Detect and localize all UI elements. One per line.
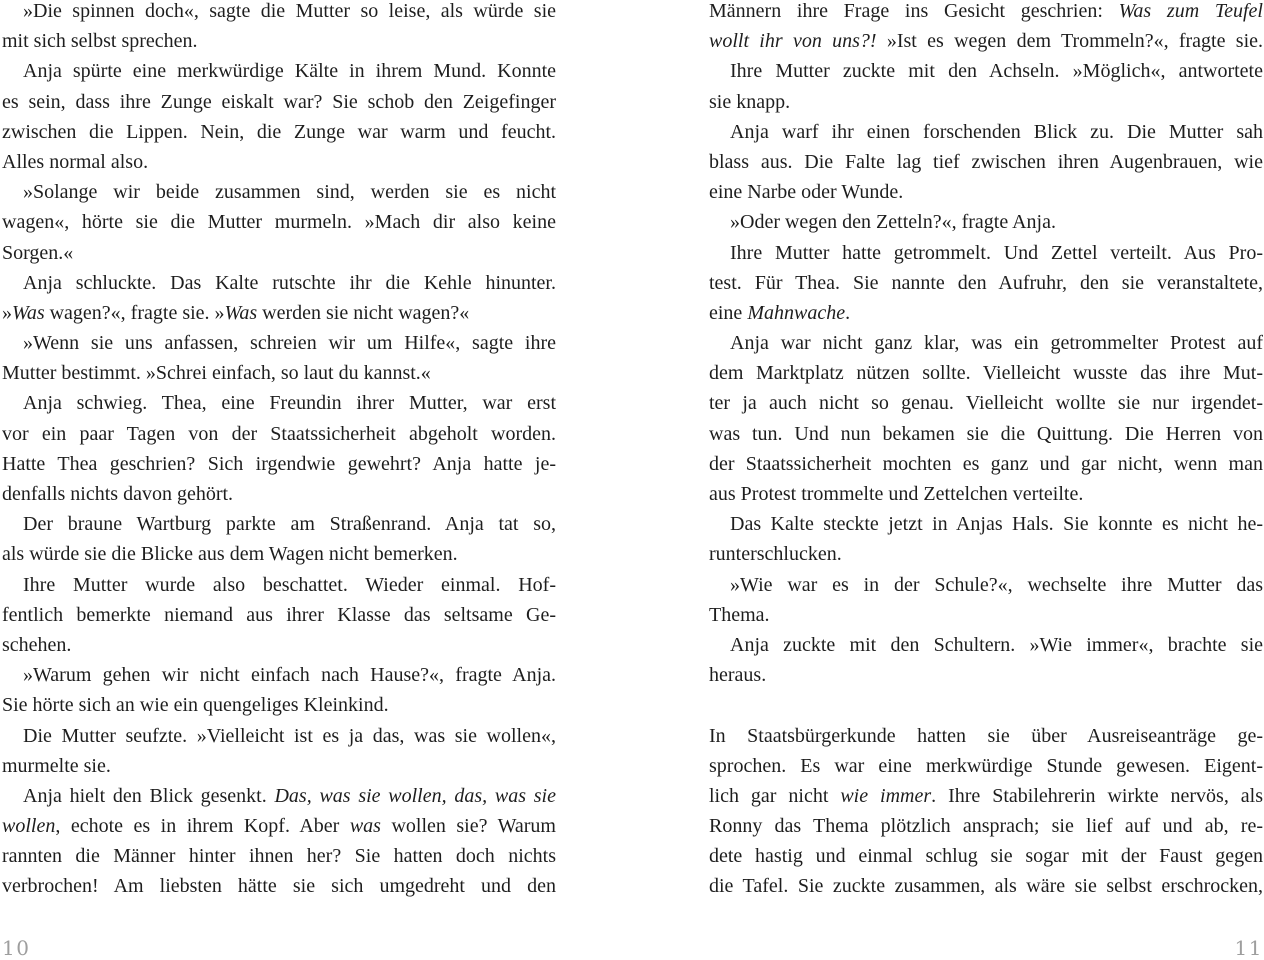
text-line <box>709 56 1263 86</box>
text-line <box>709 0 1263 26</box>
text-segment-italic: Was <box>12 301 45 324</box>
text-segment: denfalls nichts davon gehört. <box>2 483 234 505</box>
text-line <box>709 328 1263 358</box>
text-segment: ter ja auch nicht so genau. Vielleicht wollte sie nur irgendet- <box>709 392 1263 415</box>
text-line <box>709 721 1263 751</box>
text-segment: Anja warf ihr einen forschenden Blick zu. Die Mutter sah <box>730 120 1263 143</box>
text-line <box>2 238 556 268</box>
text-line <box>2 721 556 751</box>
text-segment: Anja war nicht ganz klar, was ein getrommelter Protest auf <box>730 332 1263 355</box>
text-line <box>2 207 556 237</box>
text-segment-italic: Das, was sie wollen, das, was sie <box>274 784 556 807</box>
text-segment: werden sie nicht wagen?« <box>257 301 470 324</box>
text-line <box>2 811 556 841</box>
text-line <box>2 419 556 449</box>
text-segment: Sorgen.« <box>2 241 74 264</box>
text-line <box>709 177 1263 207</box>
page-number-left: 10 <box>2 936 31 960</box>
text-segment: Die Mutter seufzte. »Vielleicht ist es ja das, was sie wollen«, <box>23 724 556 747</box>
text-line <box>709 600 1263 630</box>
text-segment: rannten die Männer hinter ihnen her? Sie hatten doch nichts <box>2 845 556 868</box>
text-segment: , echote es in ihrem Kopf. Aber <box>55 815 350 838</box>
text-segment: »Wie war es in der Schule?«, wechselte ihre Mutter das <box>730 573 1263 596</box>
text-line <box>709 449 1263 479</box>
text-line <box>2 0 556 26</box>
text-segment: murmelte sie. <box>2 754 111 777</box>
text-segment: Hatte Thea geschrien? Sich irgendwie gewehrt? Anja hatte je- <box>2 452 556 475</box>
text-segment: »Oder wegen den Zetteln?«, fragte Anja. <box>730 211 1056 234</box>
text-segment: Ihre Mutter zuckte mit den Achseln. »Möglich«, antwortete <box>730 60 1263 83</box>
text-segment: schehen. <box>2 633 72 656</box>
text-line <box>2 298 556 328</box>
text-segment: Mutter bestimmt. »Schrei einfach, so laut du kannst.« <box>2 362 431 385</box>
text-line <box>2 147 556 177</box>
text-line <box>709 841 1263 871</box>
text-segment: »Wenn sie uns anfassen, schreien wir um Hilfe«, sagte ihre <box>23 332 556 355</box>
text-line <box>709 207 1263 237</box>
text-line <box>2 509 556 539</box>
text-segment: » <box>2 301 12 324</box>
text-segment-italic: Was zum Teufel <box>1118 0 1263 22</box>
text-line <box>709 388 1263 418</box>
text-segment: dete hastig und einmal schlug sie sogar mit der Faust gegen <box>709 845 1263 868</box>
text-line <box>2 871 556 901</box>
text-segment: Anja schwieg. Thea, eine Freundin ihrer Mutter, war erst <box>23 392 556 415</box>
text-line <box>709 539 1263 569</box>
text-segment: blass aus. Die Falte lag tief zwischen ihren Augenbrauen, wie <box>709 150 1263 173</box>
text-line <box>2 328 556 358</box>
text-segment: »Ist es wegen dem Trommeln?«, fragte sie. <box>876 30 1263 53</box>
text-line <box>709 751 1263 781</box>
text-segment: Ihre Mutter hatte getrommelt. Und Zettel verteilt. Aus Pro- <box>730 241 1263 264</box>
text-line <box>2 630 556 660</box>
text-line <box>2 781 556 811</box>
text-line <box>709 781 1263 811</box>
text-line <box>2 358 556 388</box>
text-segment: runterschlucken. <box>709 543 842 566</box>
text-segment: Sie hörte sich an wie ein quengeliges Kleinkind. <box>2 694 389 717</box>
text-line <box>2 660 556 690</box>
text-segment: »Solange wir beide zusammen sind, werden sie es nicht <box>23 181 556 204</box>
text-segment: In Staatsbürgerkunde hatten sie über Ausreiseanträge ge- <box>709 724 1263 747</box>
text-line <box>709 479 1263 509</box>
text-line <box>709 811 1263 841</box>
text-line <box>709 268 1263 298</box>
text-segment: Das Kalte steckte jetzt in Anjas Hals. Sie konnte es nicht he- <box>730 513 1263 536</box>
text-segment: die Tafel. Sie zuckte zusammen, als wäre sie selbst erschrocken, <box>709 875 1263 898</box>
text-segment: zwischen die Lippen. Nein, die Zunge war warm und feucht. <box>2 120 556 143</box>
text-line <box>2 600 556 630</box>
text-segment: . Ihre Stabilehrerin wirkte nervös, als <box>931 784 1263 807</box>
text-line <box>2 388 556 418</box>
text-line <box>709 147 1263 177</box>
text-segment: »Die spinnen doch«, sagte die Mutter so leise, als würde sie <box>23 0 556 22</box>
text-line <box>709 871 1263 901</box>
text-segment: es sein, dass ihre Zunge eiskalt war? Sie schob den Zeigefinger <box>2 90 556 113</box>
text-line <box>709 238 1263 268</box>
text-segment: sprochen. Es war eine merkwürdige Stunde gewesen. Eigent- <box>709 754 1263 777</box>
text-line <box>2 479 556 509</box>
text-segment: Anja zuckte mit den Schultern. »Wie immer«, brachte sie <box>730 633 1263 656</box>
text-line <box>2 268 556 298</box>
text-segment: Anja spürte eine merkwürdige Kälte in ihrem Mund. Konnte <box>23 60 556 83</box>
text-segment-italic: Was <box>224 301 258 324</box>
page-right-text <box>709 0 1263 902</box>
text-segment: wagen«, hörte sie die Mutter murmeln. »Mach dir also keine <box>2 211 556 234</box>
text-line <box>2 539 556 569</box>
text-segment: Männern ihre Frage ins Gesicht geschrien: <box>709 0 1119 22</box>
text-line <box>2 117 556 147</box>
text-segment: Anja hielt den Blick gesenkt. <box>23 784 275 807</box>
text-segment: Thema. <box>709 603 770 626</box>
text-line <box>709 358 1263 388</box>
text-line <box>709 509 1263 539</box>
text-segment: was tun. Und nun bekamen sie die Quittung. Die Herren von <box>709 422 1263 445</box>
text-line <box>2 449 556 479</box>
text-segment: sie knapp. <box>709 90 791 113</box>
text-segment-italic: wollen <box>2 815 56 838</box>
text-segment: eine <box>709 301 748 324</box>
text-segment: wollen sie? Warum <box>380 815 556 838</box>
text-line <box>709 117 1263 147</box>
text-segment: Der braune Wartburg parkte am Straßenrand. Anja tat so, <box>23 513 556 536</box>
text-line <box>709 87 1263 117</box>
text-segment: als würde sie die Blicke aus dem Wagen nicht bemerken. <box>2 543 458 566</box>
text-segment: Anja schluckte. Das Kalte rutschte ihr die Kehle hinunter. <box>23 271 556 294</box>
text-segment: eine Narbe oder Wunde. <box>709 181 904 204</box>
text-line <box>2 841 556 871</box>
text-segment-italic: wie immer <box>840 784 932 807</box>
text-line <box>709 660 1263 690</box>
text-segment: dem Marktplatz nützen sollte. Vielleicht wusste das ihre Mut- <box>709 362 1263 385</box>
text-line <box>2 56 556 86</box>
text-segment: Alles normal also. <box>2 150 149 173</box>
text-segment: fentlich bemerkte niemand aus ihrer Klasse das seltsame Ge- <box>2 603 556 626</box>
text-segment: »Warum gehen wir nicht einfach nach Hause?«, fragte Anja. <box>23 664 556 687</box>
text-segment: lich gar nicht <box>709 784 841 807</box>
page-number-right: 11 <box>1234 936 1263 960</box>
text-segment: vor ein paar Tagen von der Staatssicherheit abgeholt worden. <box>2 422 556 445</box>
text-line <box>2 570 556 600</box>
text-line <box>2 177 556 207</box>
text-segment: mit sich selbst sprechen. <box>2 30 198 53</box>
text-segment: . <box>845 301 851 324</box>
text-line <box>709 630 1263 660</box>
text-segment: wagen?«, fragte sie. » <box>44 301 225 324</box>
text-line <box>709 419 1263 449</box>
text-segment: Ronny das Thema plötzlich ansprach; sie lief auf und ab, re- <box>709 815 1263 838</box>
text-line <box>2 26 556 56</box>
text-segment: verbrochen! Am liebsten hätte sie sich umgedreht und den <box>2 875 556 898</box>
text-segment: aus Protest trommelte und Zettelchen verteilte. <box>709 483 1084 505</box>
text-segment: heraus. <box>709 664 767 687</box>
page-left-text <box>2 0 556 902</box>
text-segment: test. Für Thea. Sie nannte den Aufruhr, den sie veranstaltete, <box>709 271 1263 294</box>
text-line <box>2 690 556 720</box>
text-segment-italic: was <box>349 815 381 838</box>
text-segment-italic: Mahnwache <box>747 301 846 324</box>
text-segment: der Staatssicherheit mochten es ganz und gar nicht, wenn man <box>709 452 1263 475</box>
text-line <box>2 87 556 117</box>
text-segment-italic: wollt ihr von uns?! <box>709 30 877 53</box>
text-line <box>709 570 1263 600</box>
text-line <box>709 298 1263 328</box>
text-segment: Ihre Mutter wurde also beschattet. Wieder einmal. Hof- <box>23 573 556 596</box>
blank-line <box>709 690 1263 720</box>
text-line <box>2 751 556 781</box>
text-line <box>709 26 1263 56</box>
